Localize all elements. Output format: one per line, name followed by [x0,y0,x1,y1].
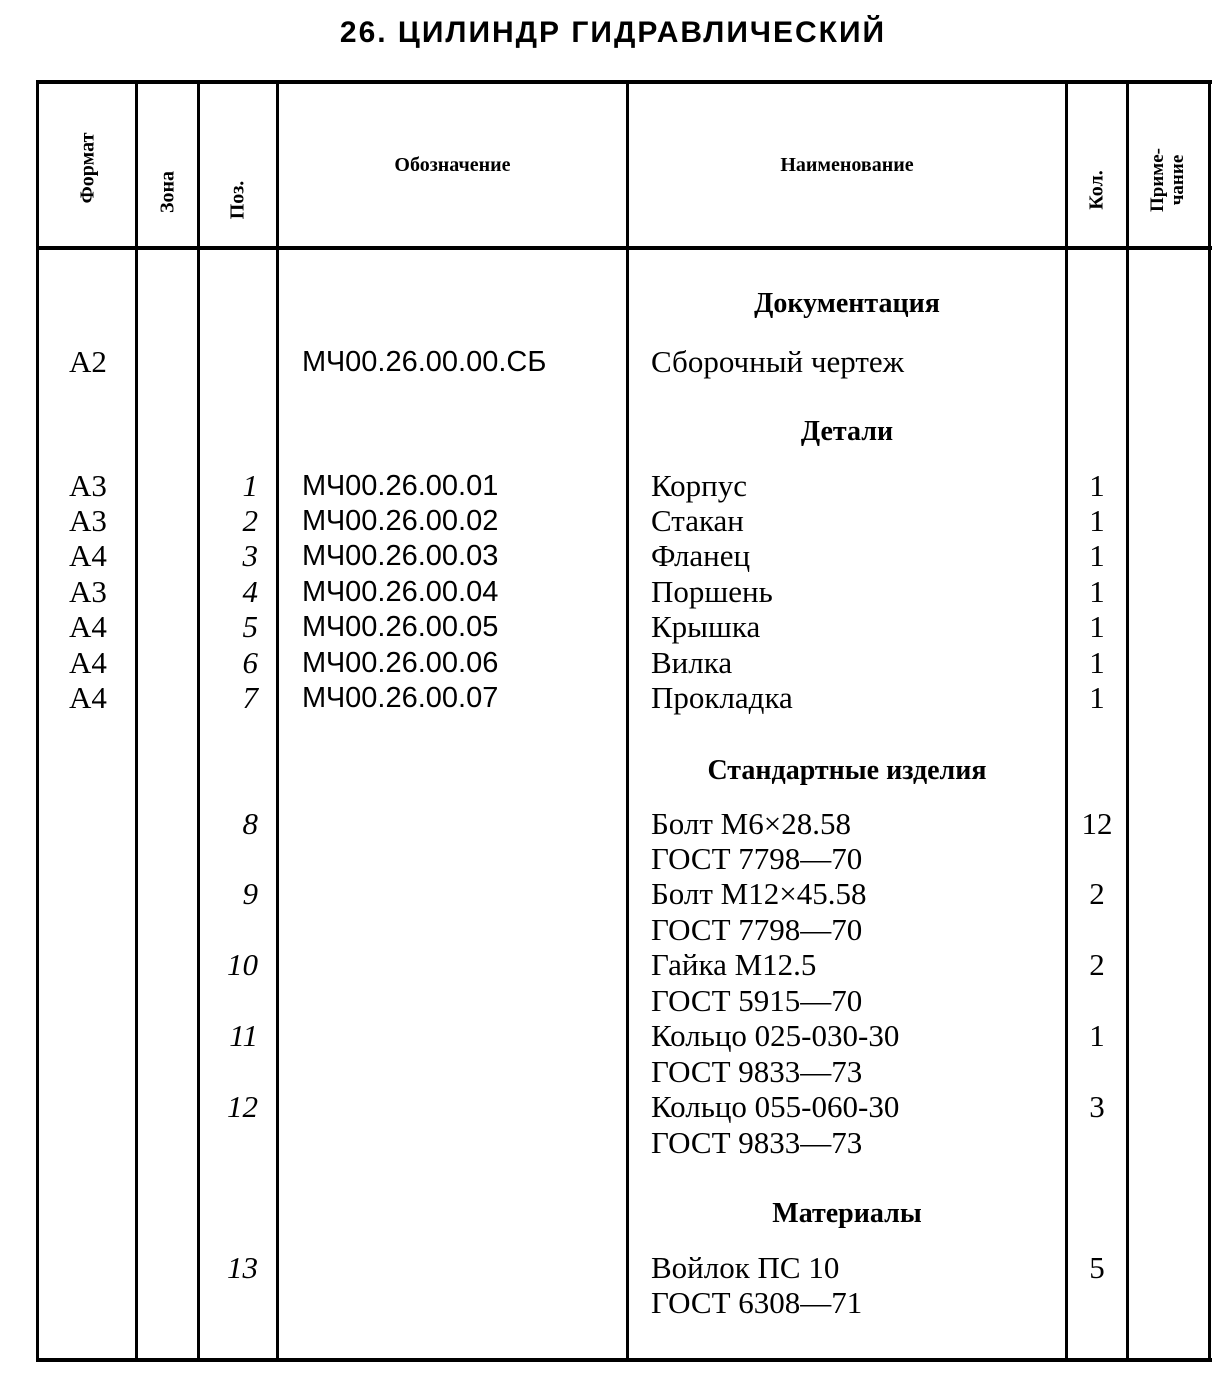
part-format: А4 [69,645,107,680]
std-name: Гайка М12.5 [651,947,817,982]
header-qty: Кол. [1085,170,1108,210]
section-materials: Материалы [772,1198,922,1229]
part-format: А4 [69,538,107,573]
header-note-line2: чание [1167,154,1188,206]
part-qty: 1 [1089,645,1105,680]
part-designation: МЧ00.26.00.04 [302,576,499,608]
part-designation: МЧ00.26.00.07 [302,682,499,714]
part-format: А4 [69,609,107,644]
std-standard: ГОСТ 5915—70 [651,983,863,1018]
std-name: Болт М12×45.58 [651,876,867,911]
std-qty: 2 [1089,876,1105,911]
part-designation: МЧ00.26.00.05 [302,611,499,643]
part-format: А3 [69,574,107,609]
part-qty: 1 [1089,468,1105,503]
part-pos: 2 [242,503,258,538]
header-zone: Зона [156,170,179,214]
column-divider [1126,82,1129,1360]
table-bottom-border [36,1358,1212,1362]
doc-name: Сборочный чертеж [651,344,905,379]
std-pos: 10 [227,947,258,982]
part-qty: 1 [1089,574,1105,609]
part-name: Прокладка [651,680,793,715]
column-divider [1065,82,1068,1360]
std-standard: ГОСТ 7798—70 [651,912,863,947]
std-name: Болт М6×28.58 [651,806,851,841]
doc-format: А2 [69,344,107,379]
section-standard-items: Стандартные изделия [707,755,987,786]
part-name: Крышка [651,609,761,644]
std-pos: 11 [229,1018,258,1053]
header-pos: Поз. [226,180,249,220]
part-name: Стакан [651,503,744,538]
part-pos: 1 [242,468,258,503]
part-name: Вилка [651,645,733,680]
column-divider [276,82,279,1360]
part-name: Фланец [651,538,751,573]
part-pos: 5 [242,609,258,644]
part-qty: 1 [1089,503,1105,538]
std-standard: ГОСТ 9833—73 [651,1054,863,1089]
part-designation: МЧ00.26.00.06 [302,647,499,679]
part-designation: МЧ00.26.00.01 [302,470,499,502]
part-qty: 1 [1089,680,1105,715]
part-qty: 1 [1089,538,1105,573]
header-note [1148,148,1188,212]
material-standard: ГОСТ 6308—71 [651,1285,863,1320]
page-title: 26. ЦИЛИНДР ГИДРАВЛИЧЕСКИЙ [339,16,887,49]
std-name: Кольцо 055-060-30 [651,1089,900,1124]
column-divider [1208,82,1211,1360]
header-bottom-border [36,246,1212,250]
part-pos: 4 [242,574,258,609]
material-name: Войлок ПС 10 [651,1250,840,1285]
header-format: Формат [76,132,99,204]
header-note-line1: Приме- [1147,148,1168,212]
part-designation: МЧ00.26.00.02 [302,505,499,537]
part-designation: МЧ00.26.00.03 [302,540,499,572]
part-pos: 3 [242,538,258,573]
section-documentation: Документация [754,288,940,319]
std-standard: ГОСТ 9833—73 [651,1125,863,1160]
std-standard: ГОСТ 7798—70 [651,841,863,876]
material-pos: 13 [227,1250,258,1285]
part-name: Поршень [651,574,773,609]
part-qty: 1 [1089,609,1105,644]
section-parts: Детали [800,416,894,447]
std-qty: 2 [1089,947,1105,982]
doc-designation: МЧ00.26.00.00.СБ [302,346,547,378]
part-format: А3 [69,503,107,538]
column-divider [36,82,39,1360]
std-pos: 8 [242,806,258,841]
part-pos: 7 [242,680,258,715]
part-format: А3 [69,468,107,503]
column-divider [197,82,200,1360]
std-qty: 1 [1089,1018,1105,1053]
column-divider [626,82,629,1360]
header-designation: Обозначение [394,153,511,176]
std-qty: 12 [1081,806,1113,841]
std-name: Кольцо 025-030-30 [651,1018,900,1053]
column-divider [135,82,138,1360]
std-qty: 3 [1089,1089,1105,1124]
header-name: Наименование [780,153,914,176]
part-format: А4 [69,680,107,715]
material-qty: 5 [1089,1250,1105,1285]
part-pos: 6 [242,645,258,680]
std-pos: 12 [227,1089,258,1124]
std-pos: 9 [242,876,258,911]
part-name: Корпус [651,468,747,503]
